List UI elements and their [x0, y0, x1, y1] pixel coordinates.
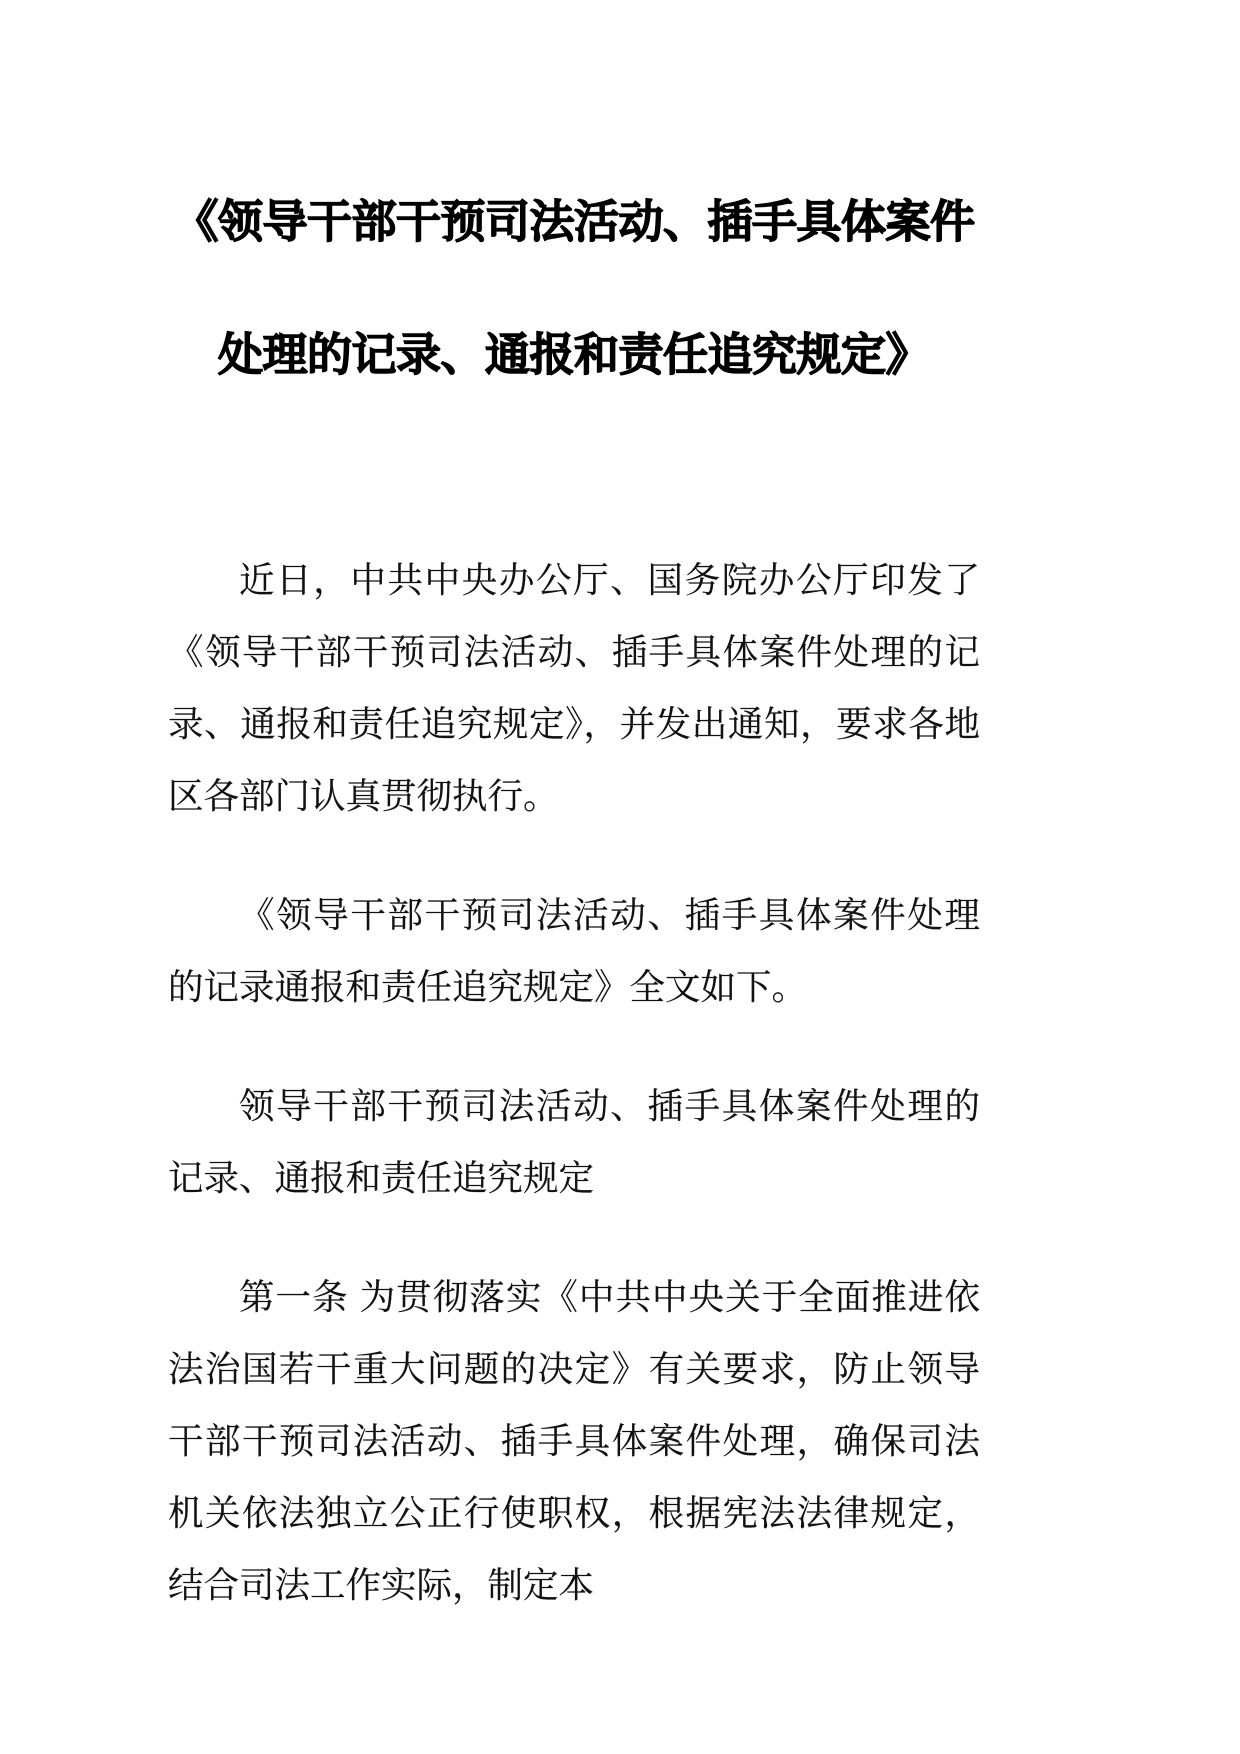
- body-block: [168, 421, 980, 1621]
- page-title: [168, 155, 980, 421]
- title-line-2: 处理的记录、通报和责任追究规定》: [217, 328, 930, 381]
- title-line-1: 《领导干部干预司法活动、插手具体案件: [173, 195, 975, 248]
- paragraph-intro: 近日，中共中央办公厅、国务院办公厅印发了《领导干部干预司法活动、插手具体案件处理的记录、通报和责任追究规定》，并发出通知，要求各地区各部门认真贯彻执行。: [168, 560, 980, 816]
- document-content-column: [168, 0, 980, 1621]
- paragraph-fulltext-notice: 《领导干部干预司法活动、插手具体案件处理的记录通报和责任追究规定》全文如下。: [168, 895, 980, 1007]
- title-block: [168, 0, 980, 421]
- paragraph-regulation-heading: 领导干部干预司法活动、插手具体案件处理的记录、通报和责任追究规定: [168, 1086, 980, 1198]
- paragraph-article-one: 第一条 为贯彻落实《中共中央关于全面推进依法治国若干重大问题的决定》有关要求，防止领导干部干预司法活动、插手具体案件处理，确保司法机关依法独立公正行使职权，根据宪法法律规定，结合司法工作实际，制定本: [168, 1277, 980, 1605]
